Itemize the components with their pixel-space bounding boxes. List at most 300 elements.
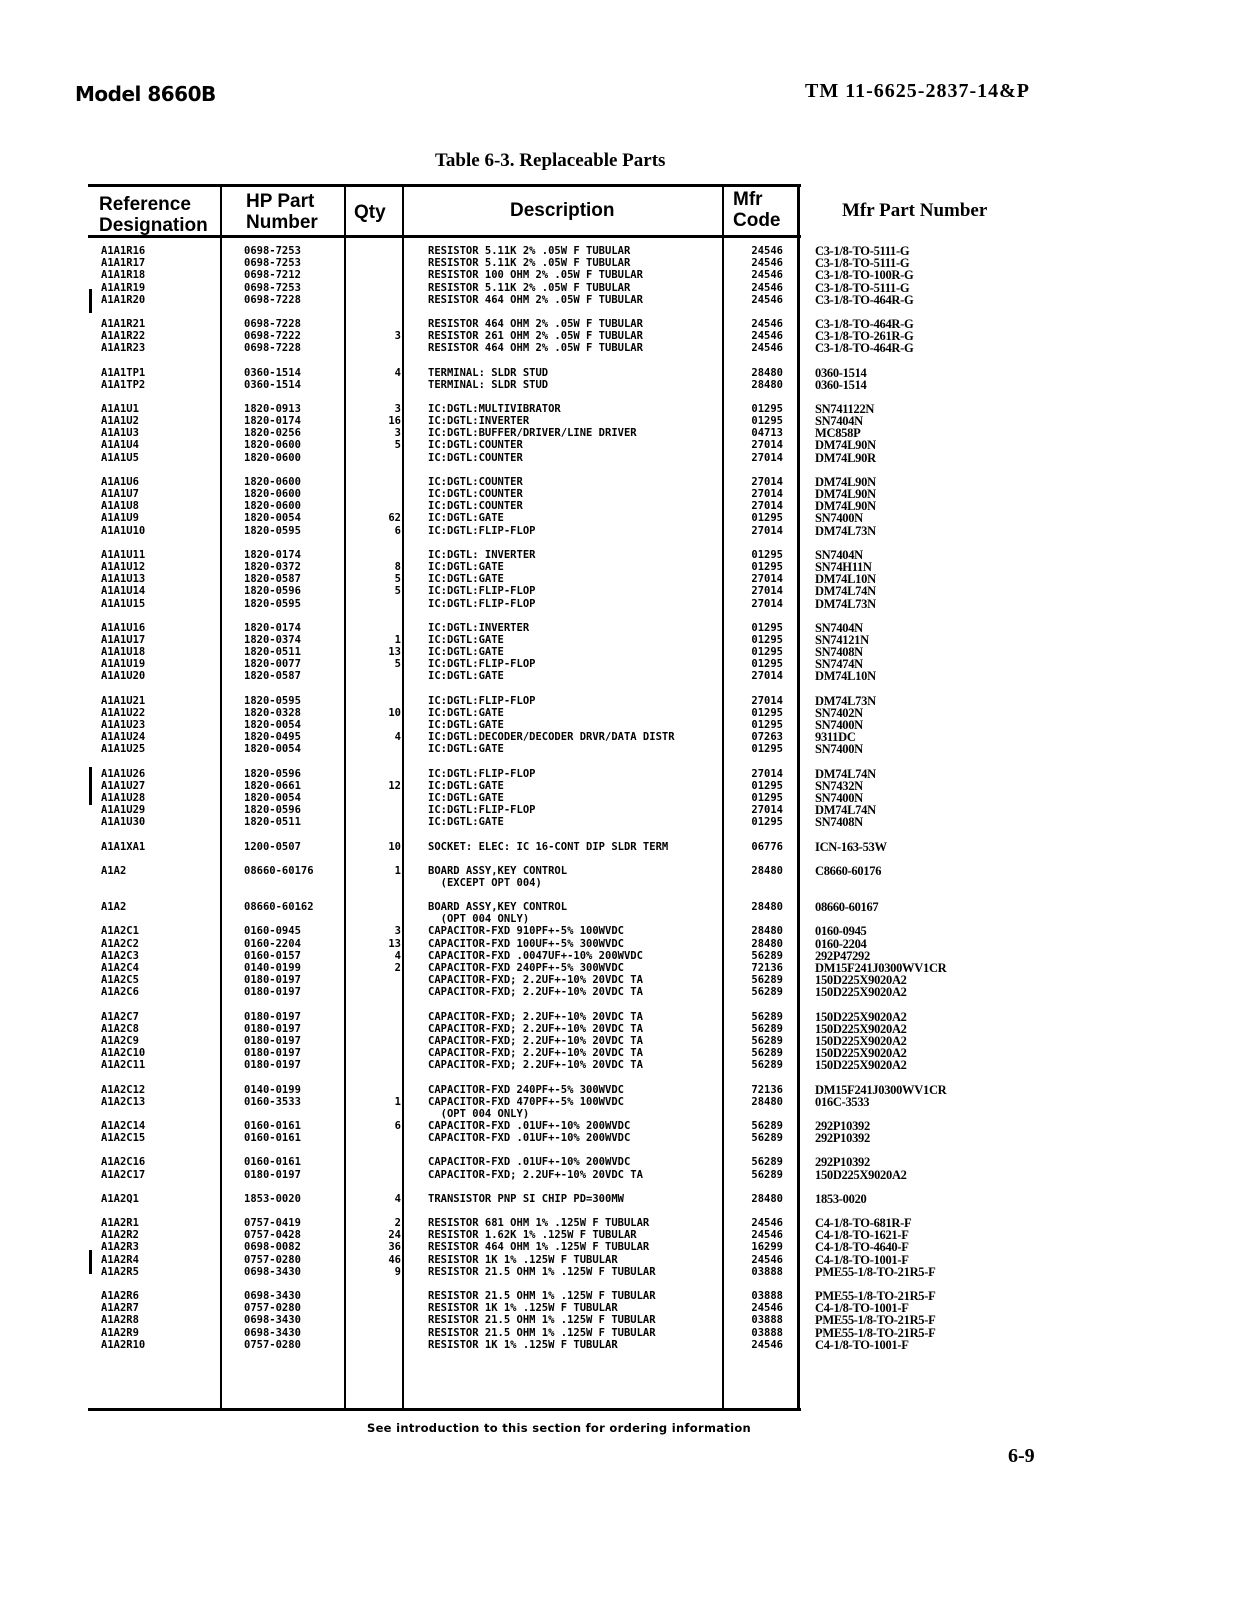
table-row bbox=[88, 341, 914, 356]
mfr-code-cell: 01295 bbox=[751, 633, 783, 646]
description-cell: CAPACITOR-FXD; 2.2UF+-10% 20VDC TA bbox=[428, 1047, 643, 1060]
description-cell: IC:DGTL: INVERTER bbox=[428, 548, 536, 561]
mfr-part-number-cell: 292P10392 bbox=[815, 1119, 870, 1134]
part-group bbox=[88, 1082, 947, 1146]
ref-designation-cell: A1A1U24 bbox=[101, 731, 146, 744]
table-row bbox=[88, 280, 910, 295]
table-row bbox=[88, 924, 867, 939]
table-row bbox=[88, 1131, 870, 1146]
table-row bbox=[88, 547, 863, 562]
mfr-part-number-cell: 150D225X9020A2 bbox=[815, 1033, 907, 1048]
hp-part-number-cell: 0180-0197 bbox=[244, 1059, 301, 1072]
table-row bbox=[88, 1325, 936, 1340]
mfr-code-cell: 56289 bbox=[751, 1156, 783, 1169]
mfr-code-cell: 24546 bbox=[751, 1229, 783, 1242]
part-group bbox=[88, 1216, 936, 1279]
quantity-cell: 1 bbox=[394, 1095, 401, 1108]
part-group bbox=[88, 1009, 907, 1073]
mfr-part-number-cell: 0160-0945 bbox=[815, 924, 867, 939]
header-ref-line1: Reference bbox=[99, 194, 191, 215]
hp-part-number-cell: 0140-0199 bbox=[244, 1083, 301, 1096]
table-row bbox=[88, 948, 870, 963]
mfr-part-number-cell: DM15F241J0300WV1CR bbox=[815, 961, 947, 975]
description-cell: IC:DGTL:FLIP-FLOP bbox=[428, 585, 536, 598]
quantity-cell: 36 bbox=[388, 1241, 401, 1254]
mfr-code-cell: 56289 bbox=[751, 1132, 783, 1145]
hp-part-number-cell: 1820-0054 bbox=[244, 719, 301, 731]
ref-designation-cell: A1A2 bbox=[101, 901, 127, 914]
mfr-part-number-cell: 150D225X9020A2 bbox=[815, 1009, 907, 1024]
table-row bbox=[88, 438, 876, 453]
ref-designation-cell: A1A1U18 bbox=[101, 646, 146, 659]
hp-part-number-cell: 1820-0511 bbox=[244, 816, 301, 829]
ref-designation-cell: A1A2C15 bbox=[101, 1132, 146, 1145]
mfr-code-cell: 04713 bbox=[751, 427, 783, 440]
quantity-cell: 4 bbox=[394, 949, 401, 962]
header-mfr-line2: Code bbox=[733, 210, 781, 231]
hp-part-number-cell: 1820-0595 bbox=[244, 694, 301, 707]
hp-part-number-cell: 0757-0280 bbox=[244, 1302, 301, 1315]
ref-designation-cell: A1A2C7 bbox=[101, 1010, 139, 1023]
hp-part-number-cell: 0180-0197 bbox=[244, 986, 301, 999]
ref-designation-cell: A1A2R6 bbox=[101, 1289, 139, 1302]
hp-part-number-cell: 0140-0199 bbox=[244, 962, 301, 974]
ref-designation-cell: A1A2R5 bbox=[101, 1265, 139, 1278]
ref-designation-cell: A1A2C11 bbox=[101, 1059, 146, 1072]
hp-part-number-cell: 0180-0197 bbox=[244, 1047, 301, 1060]
hp-part-number-cell: 0180-0197 bbox=[244, 1010, 301, 1023]
ref-designation-cell: A1A2C17 bbox=[101, 1168, 146, 1181]
hp-part-number-cell: 1820-0054 bbox=[244, 791, 301, 804]
hp-part-number-cell: 0698-7253 bbox=[244, 257, 301, 270]
header-hp-line2: Number bbox=[246, 212, 318, 233]
description-cell: CAPACITOR-FXD 100UF+-5% 300WVDC bbox=[428, 937, 624, 950]
hp-part-number-cell: 0160-0945 bbox=[244, 925, 301, 938]
table-row bbox=[88, 645, 863, 660]
ref-designation-cell: A1A2Q1 bbox=[101, 1192, 139, 1205]
description-cell: RESISTOR 21.5 OHM 1% .125W F TUBULAR bbox=[428, 1326, 656, 1339]
ref-designation-cell: A1A1U29 bbox=[101, 804, 146, 817]
part-group bbox=[88, 474, 876, 538]
ref-designation-cell: A1A1U5 bbox=[101, 451, 139, 464]
table-caption: Table 6-3. Replaceable Parts bbox=[435, 150, 666, 171]
ref-designation-cell: A1A2C4 bbox=[101, 962, 139, 974]
table-row bbox=[88, 742, 863, 757]
hp-part-number-cell: 0698-0082 bbox=[244, 1241, 301, 1254]
parts-rows bbox=[88, 244, 947, 1363]
description-cell: CAPACITOR-FXD .01UF+-10% 200WVDC bbox=[428, 1132, 631, 1145]
description-cell: RESISTOR 464 OHM 2% .05W F TUBULAR bbox=[428, 317, 643, 330]
hp-part-number-cell: 0698-7228 bbox=[244, 342, 301, 355]
mfr-part-number-cell: 150D225X9020A2 bbox=[815, 1046, 907, 1061]
hp-part-number-cell: 1820-0595 bbox=[244, 597, 301, 610]
hp-part-number-cell: 1820-0600 bbox=[244, 500, 301, 513]
mfr-code-cell: 56289 bbox=[751, 1010, 783, 1023]
mfr-part-number-cell: C3-1/8-TO-261R-G bbox=[815, 329, 914, 344]
quantity-cell: 24 bbox=[388, 1229, 401, 1242]
mfr-part-number-cell: C4-1/8-TO-1001-F bbox=[815, 1337, 909, 1352]
hp-part-number-cell: 1820-0596 bbox=[244, 585, 301, 598]
mfr-part-number-cell: 292P10392 bbox=[815, 1131, 870, 1146]
mfr-code-cell: 24546 bbox=[751, 257, 783, 270]
table-row bbox=[88, 1313, 936, 1328]
mfr-part-number-cell: DM74L90R bbox=[815, 450, 876, 465]
quantity-cell: 10 bbox=[388, 840, 401, 853]
description-cell: SOCKET: ELEC: IC 16-CONT DIP SLDR TERM bbox=[428, 840, 669, 853]
description-cell: RESISTOR 464 OHM 2% .05W F TUBULAR bbox=[428, 293, 643, 306]
table-row bbox=[88, 1301, 909, 1316]
mfr-code-cell: 27014 bbox=[751, 767, 783, 780]
mfr-part-number-cell: C4-1/8-TO-681R-F bbox=[815, 1216, 912, 1230]
description-cell: CAPACITOR-FXD 240PF+-5% 300WVDC bbox=[428, 962, 624, 974]
table-row bbox=[88, 1240, 909, 1255]
mfr-part-number-cell: SN7432N bbox=[815, 778, 863, 793]
mfr-part-number-cell: C3-1/8-TO-100R-G bbox=[815, 268, 914, 283]
hp-part-number-cell: 0757-0428 bbox=[244, 1229, 301, 1242]
quantity-cell: 46 bbox=[388, 1253, 401, 1266]
quantity-cell: 4 bbox=[394, 366, 401, 379]
table-row bbox=[88, 511, 863, 526]
table-row bbox=[88, 1228, 909, 1243]
mfr-code-cell: 24546 bbox=[751, 1217, 783, 1229]
table-row bbox=[88, 877, 801, 889]
table-row bbox=[88, 426, 861, 441]
table-row bbox=[88, 1094, 870, 1109]
mfr-code-cell: 01295 bbox=[751, 791, 783, 804]
mfr-part-number-cell: DM74L74N bbox=[815, 766, 876, 781]
table-row bbox=[88, 1108, 801, 1120]
hp-part-number-cell: 0180-0197 bbox=[244, 1022, 301, 1035]
mfr-part-number-cell: DM74L10N bbox=[815, 572, 876, 587]
part-group bbox=[88, 863, 882, 889]
mfr-code-cell: 28480 bbox=[751, 925, 783, 938]
ref-designation-cell: A1A2C10 bbox=[101, 1047, 146, 1060]
table-row bbox=[88, 292, 914, 307]
hp-part-number-cell: 1820-0495 bbox=[244, 731, 301, 744]
description-cell: CAPACITOR-FXD; 2.2UF+-10% 20VDC TA bbox=[428, 1022, 643, 1035]
hp-part-number-cell: 0698-7228 bbox=[244, 317, 301, 330]
mfr-code-cell: 01295 bbox=[751, 779, 783, 792]
table-row bbox=[88, 790, 863, 805]
description-cell: CAPACITOR-FXD; 2.2UF+-10% 20VDC TA bbox=[428, 1168, 643, 1181]
mfr-code-cell: 56289 bbox=[751, 1120, 783, 1133]
mfr-part-number-cell: SN7408N bbox=[815, 645, 863, 660]
hp-part-number-cell: 08660-60176 bbox=[244, 864, 314, 877]
description-cell: CAPACITOR-FXD .01UF+-10% 200WVDC bbox=[428, 1120, 631, 1133]
ref-designation-cell: A1A1U16 bbox=[101, 621, 146, 634]
quantity-cell: 4 bbox=[394, 731, 401, 744]
quantity-cell: 6 bbox=[394, 1120, 401, 1133]
hp-part-number-cell: 0698-3430 bbox=[244, 1314, 301, 1327]
table-row bbox=[88, 961, 947, 975]
mfr-part-number-cell: 016C-3533 bbox=[815, 1094, 870, 1109]
table-row bbox=[88, 936, 867, 951]
mfr-code-cell: 24546 bbox=[751, 330, 783, 343]
hp-part-number-cell: 1200-0507 bbox=[244, 840, 301, 853]
mfr-part-number-cell: DM74L90N bbox=[815, 499, 876, 514]
mfr-code-cell: 27014 bbox=[751, 439, 783, 452]
mfr-code-cell: 28480 bbox=[751, 864, 783, 877]
table-row bbox=[88, 815, 863, 830]
hp-part-number-cell: 1820-0600 bbox=[244, 439, 301, 452]
mfr-part-number-cell: SN74H11N bbox=[815, 559, 872, 574]
part-group bbox=[88, 244, 914, 307]
hp-part-number-cell: 1820-0600 bbox=[244, 451, 301, 464]
mfr-part-number-cell: C3-1/8-TO-5111-G bbox=[815, 280, 910, 295]
hp-part-number-cell: 0698-3430 bbox=[244, 1289, 301, 1302]
hp-part-number-cell: 0757-0280 bbox=[244, 1338, 301, 1351]
ref-designation-cell: A1A1U26 bbox=[101, 767, 146, 780]
part-group bbox=[88, 900, 947, 1000]
ref-designation-cell: A1A1U21 bbox=[101, 694, 146, 707]
description-cell: IC:DGTL:GATE bbox=[428, 719, 504, 731]
hp-part-number-cell: 0698-3430 bbox=[244, 1265, 301, 1278]
mfr-code-cell: 01295 bbox=[751, 658, 783, 671]
ref-designation-cell: A1A2C13 bbox=[101, 1095, 146, 1108]
description-cell: IC:DGTL:COUNTER bbox=[428, 439, 523, 452]
ref-designation-cell: A1A1U27 bbox=[101, 779, 146, 792]
table-row bbox=[88, 523, 876, 538]
ref-designation-cell: A1A2C2 bbox=[101, 937, 139, 950]
description-cell: IC:DGTL:GATE bbox=[428, 560, 504, 573]
part-group bbox=[88, 1155, 907, 1182]
table-row bbox=[88, 693, 876, 708]
table-row bbox=[88, 1191, 867, 1206]
description-cell: RESISTOR 464 OHM 1% .125W F TUBULAR bbox=[428, 1241, 650, 1254]
hp-part-number-cell: 1820-0596 bbox=[244, 767, 301, 780]
description-cell: IC:DGTL:BUFFER/DRIVER/LINE DRIVER bbox=[428, 427, 637, 440]
ref-designation-cell: A1A2C8 bbox=[101, 1022, 139, 1035]
mfr-code-cell: 56289 bbox=[751, 1034, 783, 1047]
mfr-code-cell: 03888 bbox=[751, 1326, 783, 1339]
mfr-code-cell: 72136 bbox=[751, 962, 783, 974]
description-cell: IC:DGTL:FLIP-FLOP bbox=[428, 597, 536, 610]
header-mfr-part-number: Mfr Part Number bbox=[842, 200, 988, 221]
mfr-part-number-cell: DM74L74N bbox=[815, 584, 876, 599]
table-row bbox=[88, 620, 863, 635]
description-cell: RESISTOR 5.11K 2% .05W F TUBULAR bbox=[428, 257, 631, 270]
table-row bbox=[88, 900, 879, 915]
hp-part-number-cell: 1820-0054 bbox=[244, 512, 301, 525]
table-row bbox=[88, 1033, 907, 1048]
hp-part-number-cell: 1820-0174 bbox=[244, 415, 301, 428]
hp-part-number-cell: 1820-0661 bbox=[244, 779, 301, 792]
ref-designation-cell: A1A1U23 bbox=[101, 719, 146, 731]
mfr-code-cell: 56289 bbox=[751, 1168, 783, 1181]
part-group bbox=[88, 316, 914, 356]
mfr-code-cell: 01295 bbox=[751, 706, 783, 719]
description-cell: CAPACITOR-FXD .0047UF+-10% 200WVDC bbox=[428, 949, 643, 962]
description-cell: CAPACITOR-FXD 910PF+-5% 100WVDC bbox=[428, 925, 624, 938]
ref-designation-cell: A1A1U15 bbox=[101, 597, 146, 610]
ref-designation-cell: A1A2C9 bbox=[101, 1034, 139, 1047]
table-row bbox=[88, 1021, 907, 1036]
description-cell: IC:DGTL:INVERTER bbox=[428, 621, 530, 634]
description-cell: IC:DGTL:COUNTER bbox=[428, 475, 523, 488]
hp-part-number-cell: 1820-0054 bbox=[244, 743, 301, 756]
ref-designation-cell: A1A1R20 bbox=[101, 293, 146, 306]
table-row bbox=[88, 803, 876, 818]
description-cell: RESISTOR 100 OHM 2% .05W F TUBULAR bbox=[428, 269, 643, 282]
ref-designation-cell: A1A1U4 bbox=[101, 439, 139, 452]
hp-part-number-cell: 0698-7253 bbox=[244, 281, 301, 294]
mfr-part-number-cell: C4-1/8-TO-1621-F bbox=[815, 1228, 909, 1243]
mfr-part-number-cell: DM74L73N bbox=[815, 596, 876, 611]
description-cell: IC:DGTL:FLIP-FLOP bbox=[428, 658, 536, 671]
part-group bbox=[88, 693, 876, 757]
ref-designation-cell: A1A1U14 bbox=[101, 585, 146, 598]
mfr-code-cell: 01295 bbox=[751, 743, 783, 756]
header-hp-line1: HP Part bbox=[246, 191, 315, 212]
table-bottom-rule bbox=[88, 1408, 801, 1411]
description-cell: RESISTOR 1.62K 1% .125W F TUBULAR bbox=[428, 1229, 637, 1242]
table-row bbox=[88, 632, 869, 647]
mfr-part-number-cell: PME55-1/8-TO-21R5-F bbox=[815, 1313, 936, 1328]
part-group bbox=[88, 365, 867, 392]
quantity-cell: 2 bbox=[394, 962, 401, 974]
mfr-part-number-cell: SN7400N bbox=[815, 790, 863, 805]
mfr-part-number-cell: SN7400N bbox=[815, 511, 863, 526]
description-cell: (OPT 004 ONLY) bbox=[428, 913, 530, 926]
mfr-part-number-cell: DM15F241J0300WV1CR bbox=[815, 1082, 947, 1097]
mfr-code-cell: 01295 bbox=[751, 512, 783, 525]
table-row bbox=[88, 1252, 909, 1267]
mfr-code-cell: 24546 bbox=[751, 1338, 783, 1351]
ref-designation-cell: A1A2R2 bbox=[101, 1229, 139, 1242]
mfr-part-number-cell: 0360-1514 bbox=[815, 377, 867, 392]
description-cell: TERMINAL: SLDR STUD bbox=[428, 378, 549, 391]
table-row bbox=[88, 718, 863, 732]
table-row bbox=[88, 1167, 907, 1182]
ref-designation-cell: A1A2C6 bbox=[101, 986, 139, 999]
table-row bbox=[88, 913, 801, 925]
description-cell: IC:DGTL:GATE bbox=[428, 646, 504, 659]
table-row bbox=[88, 329, 914, 344]
description-cell: IC:DGTL:GATE bbox=[428, 706, 504, 719]
mfr-code-cell: 27014 bbox=[751, 451, 783, 464]
description-cell: IC:DGTL:FLIP-FLOP bbox=[428, 804, 536, 817]
mfr-code-cell: 27014 bbox=[751, 597, 783, 610]
mfr-part-number-cell: SN7474N bbox=[815, 657, 863, 672]
description-cell: IC:DGTL:COUNTER bbox=[428, 451, 523, 464]
mfr-part-number-cell: C3-1/8-TO-5111-G bbox=[815, 244, 910, 258]
description-cell: IC:DGTL:GATE bbox=[428, 743, 504, 756]
ref-designation-cell: A1A1U2 bbox=[101, 415, 139, 428]
mfr-code-cell: 56289 bbox=[751, 949, 783, 962]
part-group bbox=[88, 547, 876, 611]
mfr-code-cell: 24546 bbox=[751, 342, 783, 355]
quantity-cell: 9 bbox=[394, 1265, 401, 1278]
mfr-code-cell: 01295 bbox=[751, 621, 783, 634]
ref-designation-cell: A1A1R23 bbox=[101, 342, 146, 355]
hp-part-number-cell: 1853-0020 bbox=[244, 1192, 301, 1205]
mfr-code-cell: 01295 bbox=[751, 560, 783, 573]
part-group bbox=[88, 1288, 936, 1352]
mfr-part-number-cell: C8660-60176 bbox=[815, 863, 882, 878]
quantity-cell: 5 bbox=[394, 585, 401, 598]
mfr-part-number-cell: 150D225X9020A2 bbox=[815, 1058, 907, 1073]
mfr-code-cell: 28480 bbox=[751, 937, 783, 950]
table-row bbox=[88, 1288, 936, 1303]
description-cell: CAPACITOR-FXD 470PF+-5% 100WVDC bbox=[428, 1095, 624, 1108]
mfr-code-cell: 27014 bbox=[751, 804, 783, 817]
quantity-cell: 3 bbox=[394, 330, 401, 343]
header-qty: Qty bbox=[354, 202, 386, 223]
hp-part-number-cell: 1820-0174 bbox=[244, 548, 301, 561]
mfr-part-number-cell: 150D225X9020A2 bbox=[815, 985, 907, 1000]
hp-part-number-cell: 1820-0600 bbox=[244, 475, 301, 488]
ref-designation-cell: A1A1R16 bbox=[101, 245, 146, 257]
table-row bbox=[88, 669, 876, 684]
quantity-cell: 13 bbox=[388, 646, 401, 659]
hp-part-number-cell: 0698-3430 bbox=[244, 1326, 301, 1339]
mfr-part-number-cell: 9311DC bbox=[815, 730, 856, 745]
hp-part-number-cell: 1820-0600 bbox=[244, 488, 301, 500]
mfr-code-cell: 27014 bbox=[751, 670, 783, 683]
mfr-part-number-cell: 08660-60167 bbox=[815, 900, 879, 915]
description-cell: IC:DGTL:INVERTER bbox=[428, 415, 530, 428]
hp-part-number-cell: 0160-0157 bbox=[244, 949, 301, 962]
quantity-cell: 6 bbox=[394, 524, 401, 537]
description-cell: IC:DGTL:DECODER/DECODER DRVR/DATA DISTR bbox=[428, 731, 675, 744]
ref-designation-cell: A1A1R17 bbox=[101, 257, 146, 270]
description-cell: IC:DGTL:FLIP-FLOP bbox=[428, 767, 536, 780]
mfr-code-cell: 27014 bbox=[751, 475, 783, 488]
table-row bbox=[88, 985, 907, 1000]
table-top-rule bbox=[88, 184, 801, 187]
mfr-part-number-cell: SN7402N bbox=[815, 705, 863, 720]
hp-part-number-cell: 1820-0372 bbox=[244, 560, 301, 573]
description-cell: TRANSISTOR PNP SI CHIP PD=300MW bbox=[428, 1192, 624, 1205]
ref-designation-cell: A1A1U19 bbox=[101, 658, 146, 671]
ref-designation-cell: A1A1R19 bbox=[101, 281, 146, 294]
description-cell: IC:DGTL:GATE bbox=[428, 512, 504, 525]
description-cell: CAPACITOR-FXD; 2.2UF+-10% 20VDC TA bbox=[428, 986, 643, 999]
mfr-code-cell: 56289 bbox=[751, 1059, 783, 1072]
hp-part-number-cell: 0180-0197 bbox=[244, 1168, 301, 1181]
description-cell: IC:DGTL:GATE bbox=[428, 779, 504, 792]
hp-part-number-cell: 1820-0587 bbox=[244, 670, 301, 683]
table-row bbox=[88, 839, 887, 854]
table-row bbox=[88, 572, 876, 587]
mfr-part-number-cell: PME55-1/8-TO-21R5-F bbox=[815, 1264, 936, 1279]
ref-designation-cell: A1A2C16 bbox=[101, 1156, 146, 1169]
mfr-code-cell: 27014 bbox=[751, 694, 783, 707]
mfr-part-number-cell: DM74L74N bbox=[815, 803, 876, 818]
quantity-cell: 10 bbox=[388, 706, 401, 719]
tm-number: TM 11-6625-2837-14&P bbox=[805, 80, 1030, 102]
mfr-part-number-cell: C3-1/8-TO-5111-G bbox=[815, 256, 910, 271]
ref-designation-cell: A1A1U17 bbox=[101, 633, 146, 646]
model-label: Model 8660B bbox=[75, 82, 216, 106]
ref-designation-cell: A1A2R9 bbox=[101, 1326, 139, 1339]
mfr-part-number-cell: DM74L10N bbox=[815, 669, 876, 684]
table-row bbox=[88, 1009, 907, 1024]
description-cell: CAPACITOR-FXD 240PF+-5% 300WVDC bbox=[428, 1083, 624, 1096]
mfr-part-number-cell: C3-1/8-TO-464R-G bbox=[815, 341, 914, 356]
mfr-code-cell: 56289 bbox=[751, 1022, 783, 1035]
mfr-code-cell: 01295 bbox=[751, 548, 783, 561]
table-row bbox=[88, 705, 863, 720]
ref-designation-cell: A1A2R8 bbox=[101, 1314, 139, 1327]
ref-designation-cell: A1A2C1 bbox=[101, 925, 139, 938]
ref-designation-cell: A1A1U11 bbox=[101, 548, 146, 561]
mfr-part-number-cell: SN7400N bbox=[815, 718, 863, 732]
description-cell: CAPACITOR-FXD; 2.2UF+-10% 20VDC TA bbox=[428, 1059, 643, 1072]
ref-designation-cell: A1A1R22 bbox=[101, 330, 146, 343]
description-cell: RESISTOR 1K 1% .125W F TUBULAR bbox=[428, 1253, 618, 1266]
mfr-part-number-cell: DM74L73N bbox=[815, 693, 876, 708]
